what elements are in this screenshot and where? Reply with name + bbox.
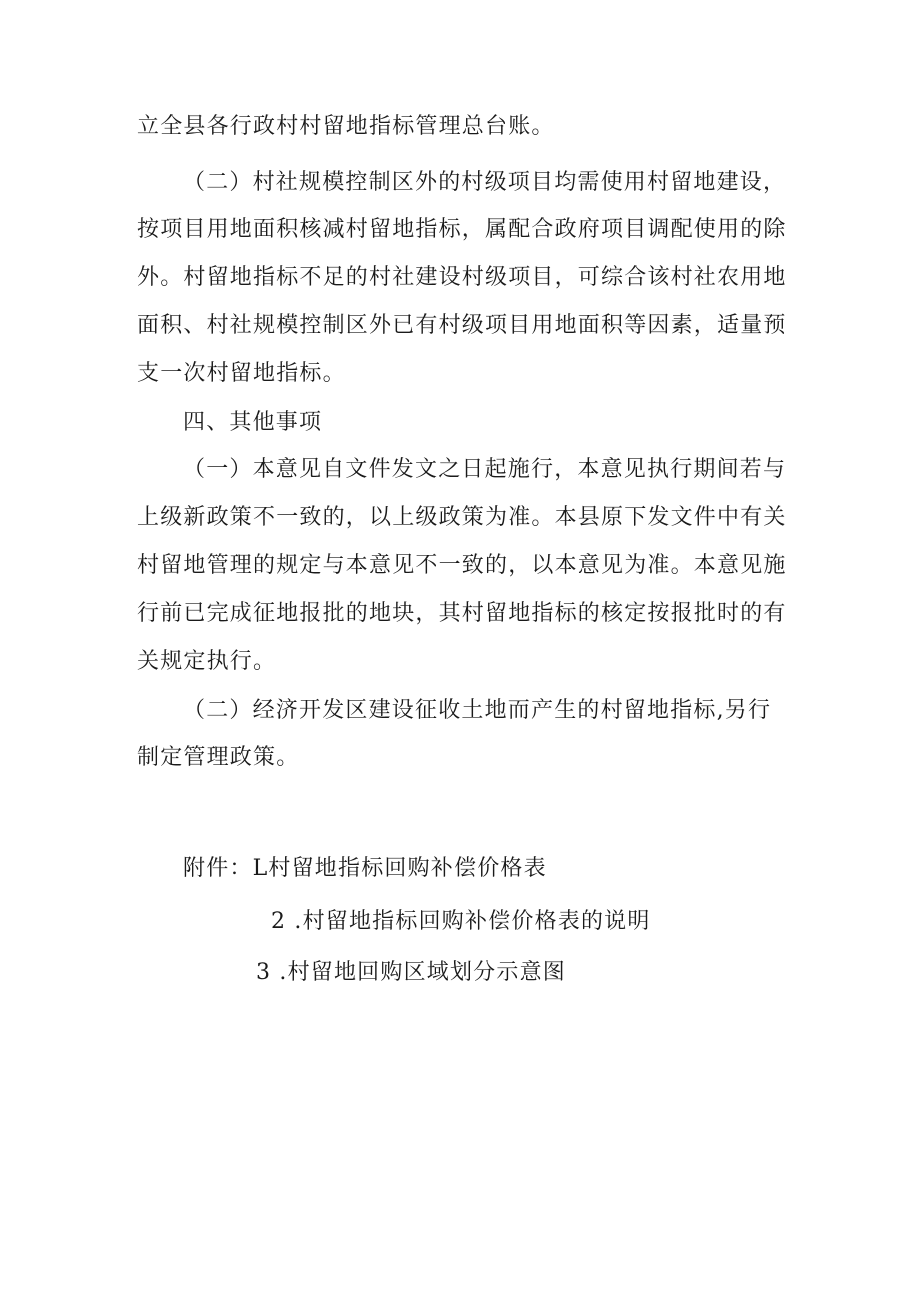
attachment-item: 2 .村留地指标回购补偿价格表的说明 xyxy=(271,909,651,934)
attachment-item: 附件：L村留地指标回购补偿价格表 xyxy=(183,856,547,881)
paragraph-line: 面积、村社规模控制区外已有村级项目用地面积等因素，适量预 xyxy=(137,313,787,338)
paragraph-line: 制定管理政策。 xyxy=(137,745,300,770)
paragraph-line: 关规定执行。 xyxy=(137,649,277,674)
paragraph-line: 按项目用地面积核减村留地指标，属配合政府项目调配使用的除 xyxy=(137,217,787,242)
section-heading: 四、其他事项 xyxy=(183,410,323,435)
paragraph-line: 支一次村留地指标。 xyxy=(137,361,346,386)
attachment-item: 3 .村留地回购区域划分示意图 xyxy=(256,960,566,985)
paragraph-line: 上级新政策不一致的，以上级政策为准。本县原下发文件中有关 xyxy=(137,505,787,530)
paragraph-line: 行前已完成征地报批的地块，其村留地指标的核定按报批时的有 xyxy=(137,601,787,626)
paragraph-line: 村留地管理的规定与本意见不一致的，以本意见为准。本意见施 xyxy=(137,553,787,578)
paragraph-line: （二）村社规模控制区外的村级项目均需使用村留地建设， xyxy=(183,170,787,195)
paragraph-line: 外。村留地指标不足的村社建设村级项目，可综合该村社农用地 xyxy=(137,265,787,290)
paragraph-line: （二）经济开发区建设征收土地而产生的村留地指标,另行 xyxy=(183,698,772,723)
paragraph-line: （一）本意见自文件发文之日起施行，本意见执行期间若与 xyxy=(183,457,787,482)
paragraph-line: 立全县各行政村村留地指标管理总台账。 xyxy=(137,114,555,139)
